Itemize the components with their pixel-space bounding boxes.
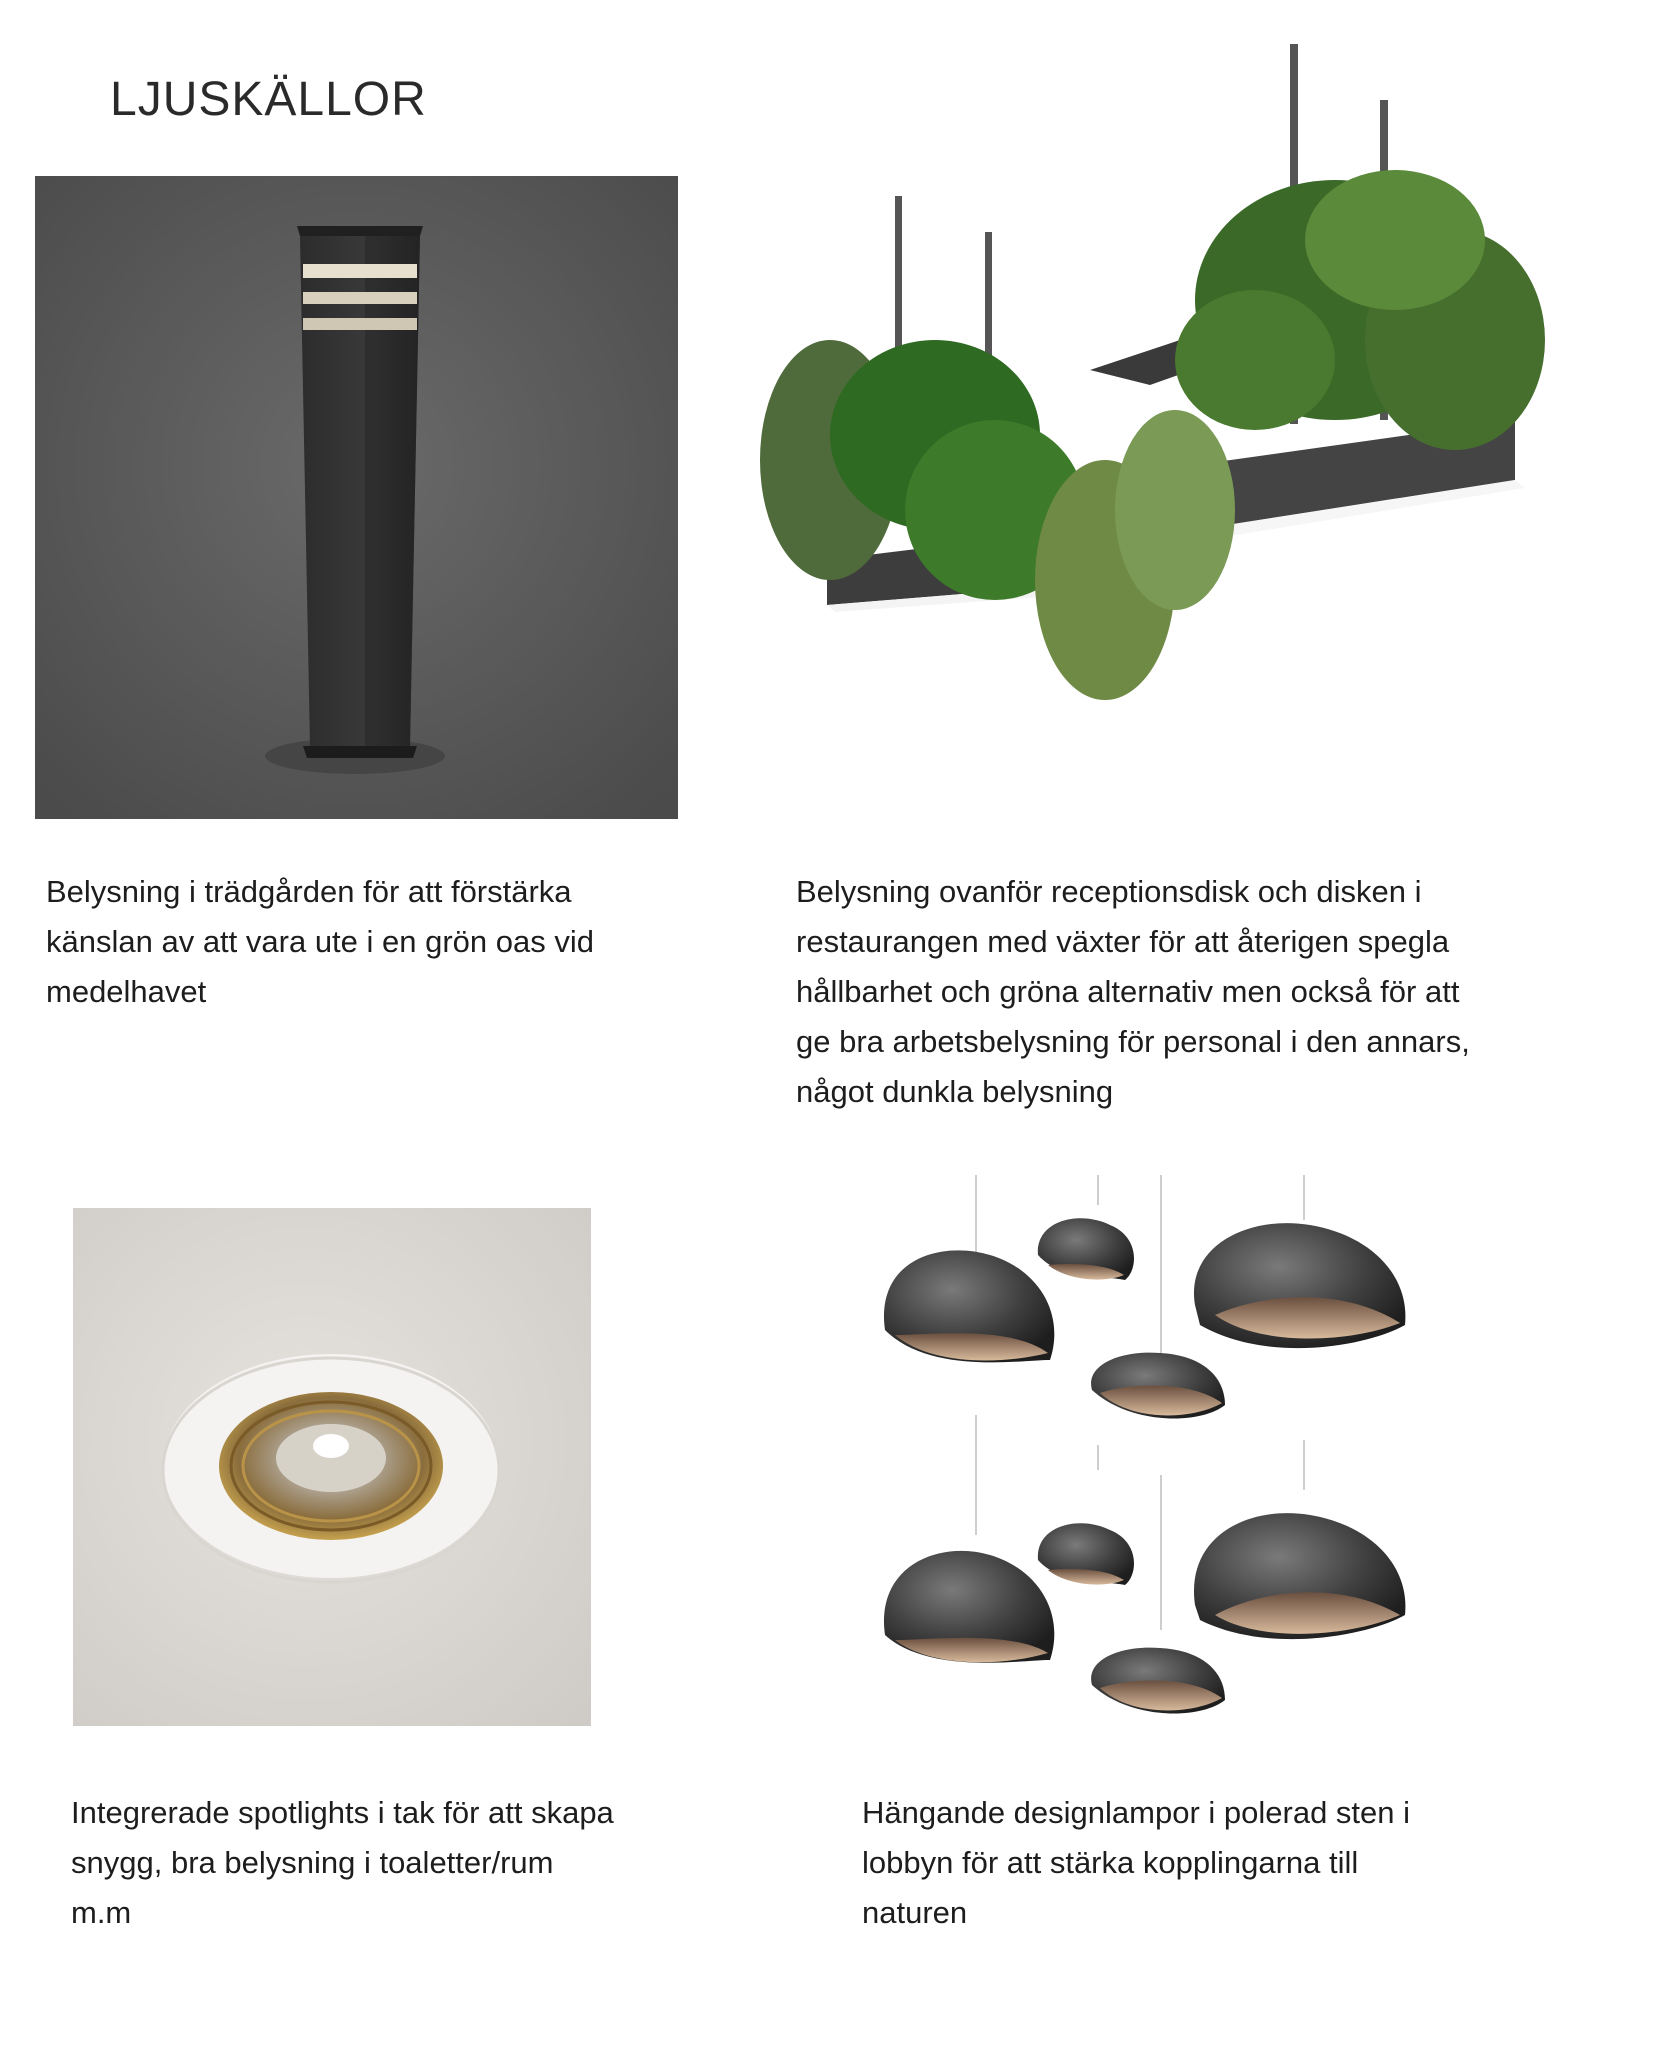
caption-line: hållbarhet och gröna alternativ men också för att bbox=[796, 974, 1460, 1009]
caption-line: Integrerade spotlights i tak för att skapa bbox=[71, 1795, 614, 1830]
caption-line: något dunkla belysning bbox=[796, 1074, 1114, 1109]
page-title: LJUSKÄLLOR bbox=[110, 73, 427, 126]
bollard-light-image bbox=[35, 176, 678, 819]
caption-line: ge bra arbetsbelysning för personal i den annars, bbox=[796, 1024, 1470, 1059]
caption-line: naturen bbox=[862, 1895, 968, 1930]
caption-line: snygg, bra belysning i toaletter/rum bbox=[71, 1845, 554, 1880]
caption-line: medelhavet bbox=[46, 974, 207, 1009]
caption-line: m.m bbox=[71, 1895, 132, 1930]
caption-garden-light bbox=[46, 867, 594, 1017]
plant-pendant-image bbox=[735, 40, 1565, 720]
caption-line: känslan av att vara ute i en grön oas vid bbox=[46, 924, 594, 959]
caption-line: lobbyn för att stärka kopplingarna till bbox=[862, 1845, 1359, 1880]
spotlight-image bbox=[73, 1208, 591, 1726]
caption-line: Belysning i trädgården för att förstärka bbox=[46, 874, 572, 909]
caption-spotlights bbox=[71, 1788, 614, 1938]
caption-stone-pendants bbox=[862, 1788, 1410, 1938]
stone-pendants-image bbox=[870, 1175, 1470, 1735]
caption-plant-pendant bbox=[796, 867, 1470, 1117]
caption-line: Belysning ovanför receptionsdisk och disken i bbox=[796, 874, 1422, 909]
caption-line: restaurangen med växter för att återigen spegla bbox=[796, 924, 1450, 959]
caption-line: Hängande designlampor i polerad sten i bbox=[862, 1795, 1411, 1830]
